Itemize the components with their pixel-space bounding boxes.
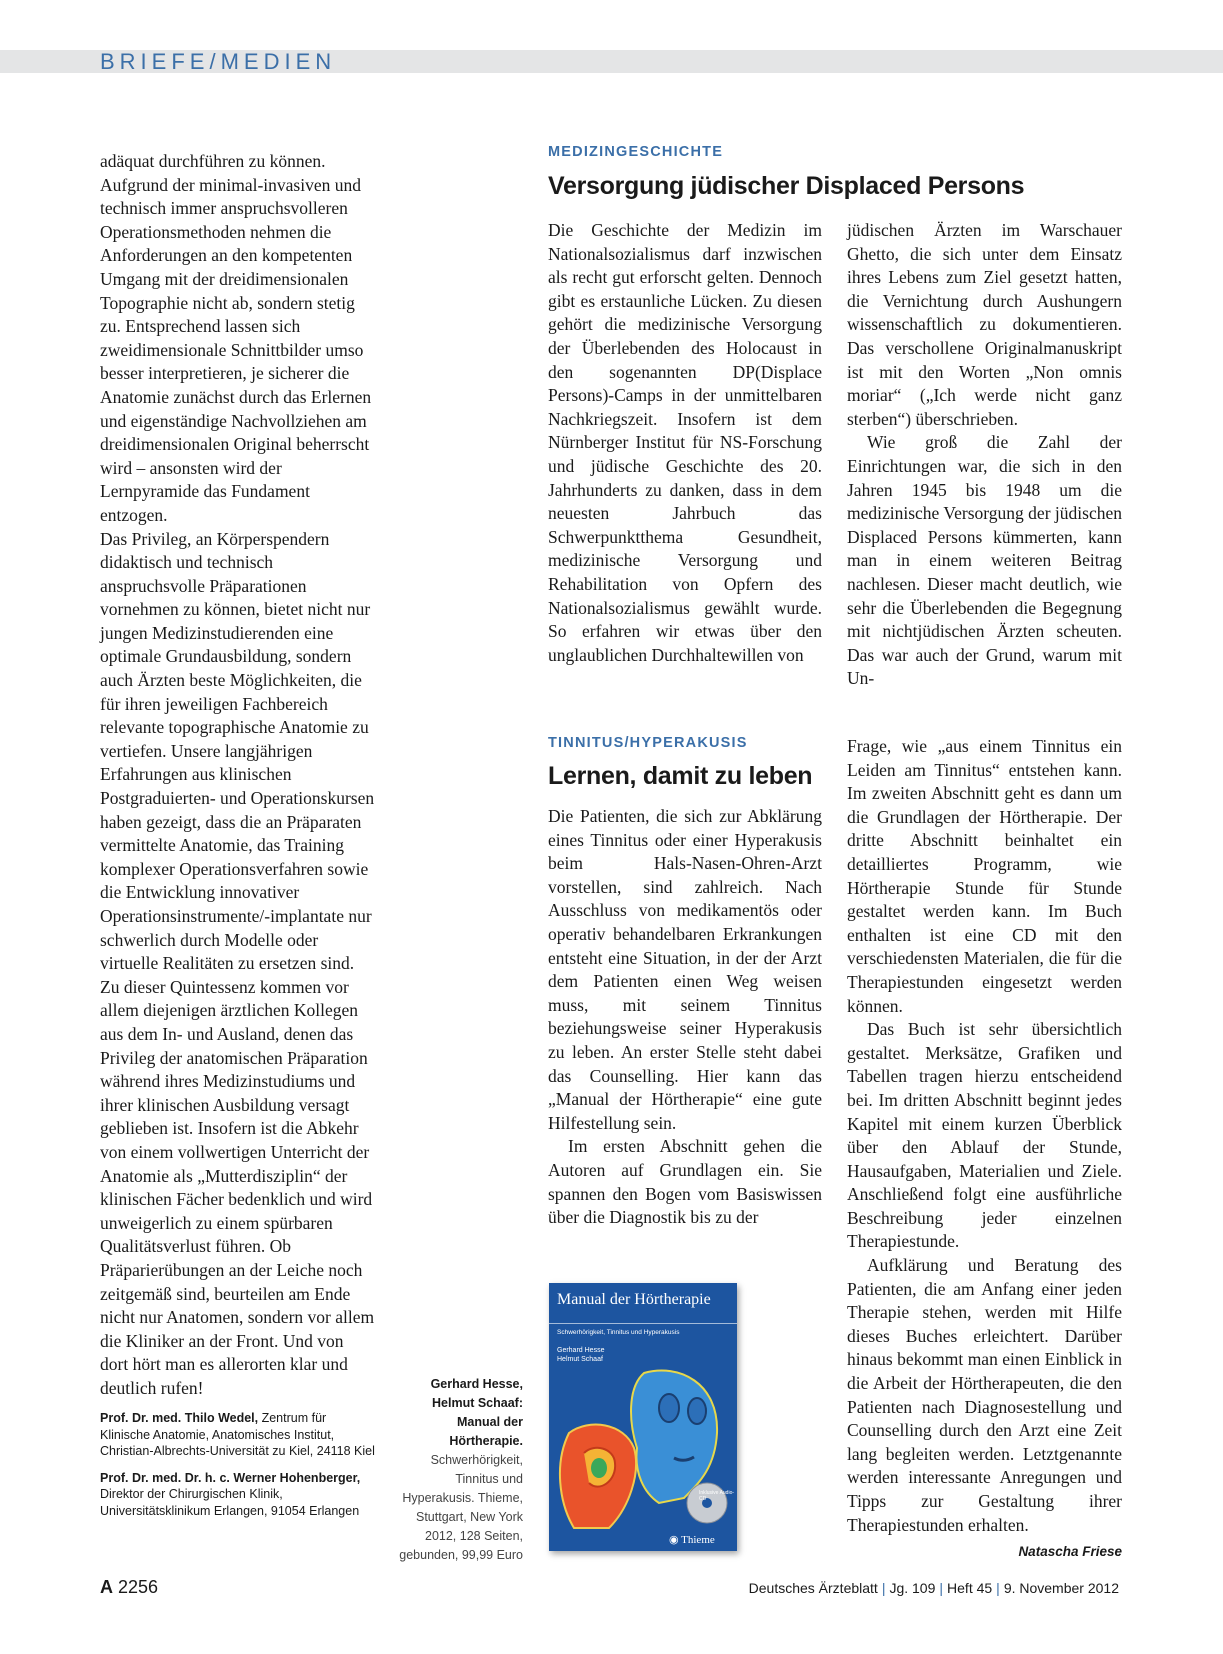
article2-kicker: TINNITUS/HYPERAKUSIS xyxy=(548,735,748,751)
article2-column-2 xyxy=(847,735,1122,1564)
book-cover-title: Manual der Hörtherapie xyxy=(557,1291,711,1308)
article1-column-1 xyxy=(548,219,822,667)
caption-details: Schwerhörigkeit, Tinnitus und Hyperakusis. Thieme, Stuttgart, New York 2012, 128 Seiten, gebunden, 99,99 Euro xyxy=(399,1453,523,1562)
book-cover-divider xyxy=(549,1323,737,1324)
book-cover-authors xyxy=(557,1346,604,1364)
article-paragraph-text: Aufklärung und Beratung des Patienten, die am Anfang einer jeden Therapie stehen, werden mit Hilfe dieses Buches erleichtert. Darüber hinaus bekommt man einen Einblick in die Arbeit der Hörtherapeuten, die den Patienten nach Diagnosestellung und Counselling durch den Arzt eine Zeit lang begleiten werden. Letztgenannte werden interessante Anregungen und Tipps zur Gestaltung ihrer Therapiestunden erhalten. xyxy=(847,1255,1122,1535)
letter-paragraph: adäquat durchführen zu können. Aufgrund der minimal-invasiven und technisch immer anspruchsvolleren Operationsmethoden nehmen die Anforderungen an den kompetenten Umgang mit der dreidimensionalen Topographie nicht ab, sondern stetig zu. Entsprechend lassen sich zweidimensionale Schnittbilder umso besser interpretieren, je sicherer die Anatomie zunächst durch das Erlernen und eigenständige Nachvollziehen am dreidimensionalen Original beherrscht wird – ansonsten wird der Lernpyramide das Fundament entzogen. xyxy=(100,151,372,525)
footer-journal: Deutsches Ärzteblatt xyxy=(748,1580,878,1596)
book-cover-image xyxy=(549,1283,737,1551)
author-affiliation: Zentrum für Klinische Anatomie, Anatomisches Institut, Christian-Albrechts-Universität zu Kiel, 24118 Kiel xyxy=(100,1411,375,1459)
article2-title: Lernen, damit zu leben xyxy=(548,762,813,790)
book-cover-author: Gerhard Hesse xyxy=(557,1347,605,1354)
page-number xyxy=(100,1577,158,1598)
book-caption xyxy=(395,1375,523,1565)
article-paragraph: Im ersten Abschnitt gehen die Autoren auf Grundlagen ein. Sie spannen den Bogen vom Basiswissen über die Diagnostik bis zu der xyxy=(548,1136,822,1228)
article1-title: Versorgung jüdischer Displaced Persons xyxy=(548,172,1025,200)
publisher-name: Thieme xyxy=(681,1534,715,1546)
book-cover-head-illustration xyxy=(549,1363,737,1533)
author-name: Prof. Dr. med. Thilo Wedel, xyxy=(100,1411,259,1426)
book-cover-author: Helmut Schaaf xyxy=(557,1356,603,1363)
section-label: BRIEFE/MEDIEN xyxy=(100,49,337,74)
footer-separator: | xyxy=(939,1580,944,1596)
letter-paragraph: Das Privileg, an Körperspendern didaktisch und technisch anspruchsvolle Präparationen vornehmen zu können, bietet nicht nur jungen Medizinstudierenden eine optimale Grundausbildung, sondern auch Ärzten beste Möglichkeiten, die für ihren jeweiligen Fachbereich relevante topographische Anatomie zu vertiefen. Unsere langjährigen Erfahrungen aus klinischen Postgraduierten- und Operationskursen haben gezeigt, dass die an Präparaten vermittelte Anatomie, das Training komplexer Operationsverfahren sowie die Entwicklung innovativer Operationsinstrumente/-implantate nur schwerlich durch Modelle oder virtuelle Realitäten zu ersetzen sind. Zu dieser Quintessenz kommen vor allem diejenigen ärztlichen Kollegen aus dem In- und Ausland, denen das Privileg der anatomischen Präparation während ihres Medizinstudiums und ihrer klinischen Ausbildung versagt geblieben ist. Insofern ist die Abkehr von einem vollwertigen Unterricht der Anatomie als „Mutterdisziplin“ der klinischen Fächer bedenklich und wird unweigerlich zu einem spürbaren Qualitätsverlust führen. Ob Präparierübungen an der Leiche noch zeitgemäß sind, beurteilen am Ende nicht nur Anatomen, sondern vor allem die Kliniker an der Front. Und von dort hört man es allerorten klar und deutlich rufen! xyxy=(100,528,375,1398)
book-cover-cd-badge: Inklusive Audio-CD xyxy=(699,1490,735,1502)
footer-volume: Jg. 109 xyxy=(889,1580,936,1596)
page-prefix: A xyxy=(100,1577,113,1597)
article-paragraph xyxy=(847,1254,1122,1560)
letter-author-1 xyxy=(100,1410,376,1460)
footer-journal-info xyxy=(749,1580,1119,1596)
book-cover-subtitle: Schwerhörigkeit, Tinnitus und Hyperakusis xyxy=(557,1329,680,1336)
article-signature: Natascha Friese xyxy=(1018,1544,1122,1560)
author-affiliation: Direktor der Chirurgischen Klinik, Universitätsklinikum Erlangen, 91054 Erlangen xyxy=(100,1487,360,1518)
article-paragraph: Die Geschichte der Medizin im Nationalsozialismus darf inzwischen als recht gut erforscht gelten. Dennoch gibt es erstaunliche Lücken. Zu diesen gehört die medizinische Versorgung der Überlebenden des Holocaust in den sogenannten DP(Displace Persons)-Camps in der unmittelbaren Nachkriegszeit. Insofern ist dem Nürnberger Institut für NS-Forschung und jüdische Geschichte des 20. Jahrhunderts zu danken, dass in dem neuesten Jahrbuch das Schwerpunktthema Gesundheit, medizinische Versorgung und Rehabilitation von Opfern des Nationalsozialismus gewählt wurde. So erfahren wir etwas über den unglaublichen Durchhaltewillen von xyxy=(548,220,822,665)
article1-kicker: MEDIZINGESCHICHTE xyxy=(548,144,724,160)
article1-column-2 xyxy=(847,219,1122,691)
footer-separator: | xyxy=(996,1580,1000,1596)
letter-author-2 xyxy=(100,1470,376,1520)
article2-column-1 xyxy=(548,805,822,1230)
publisher-logo-icon: ◉ xyxy=(669,1534,682,1546)
book-cover-publisher xyxy=(669,1533,715,1546)
caption-title: Gerhard Hesse, Helmut Schaaf: Manual der Hörtherapie. xyxy=(430,1377,523,1448)
article-paragraph: Wie groß die Zahl der Einrichtungen war, die sich in den Jahren 1945 bis 1948 um die medizinische Versorgung der jüdischen Displaced Persons kümmerten, kann man in einem weiteren Beitrag nachlesen. Dieser macht deutlich, wie sehr die Überlebenden die Begegnung mit nichtjüdischen Ärzten scheuten. Das war auch der Grund, warum mit Un- xyxy=(847,432,1122,689)
article-paragraph: Frage, wie „aus einem Tinnitus ein Leiden am Tinnitus“ entstehen kann. Im zweiten Abschnitt geht es dann um die Grundlagen der Hörtherapie. Der dritte Abschnitt beinhaltet ein detailliertes Programm, wie Hörtherapie Stunde für Stunde gestaltet werden kann. Im Buch enthalten ist eine CD mit den verschiedensten Materialen, die für die Therapiestunden eingesetzt werden können. xyxy=(847,736,1122,1016)
letter-column xyxy=(100,150,376,1519)
author-name: Prof. Dr. med. Dr. h. c. Werner Hohenberger, xyxy=(100,1470,361,1485)
footer-separator: | xyxy=(881,1580,886,1596)
page-number-value: 2256 xyxy=(118,1577,159,1597)
article-paragraph: Das Buch ist sehr übersichtlich gestaltet. Merksätze, Grafiken und Tabellen tragen hierzu entscheidend bei. Im dritten Abschnitt beginnt jedes Kapitel mit einem kurzen Überblick über den Ablauf der Stunde, Hausaufgaben, Materialien und Ziele. Anschließend folgt eine ausführliche Beschreibung jeder einzelnen Therapiestunde. xyxy=(847,1019,1122,1252)
footer-issue: Heft 45 xyxy=(947,1580,993,1596)
footer-date: 9. November 2012 xyxy=(1003,1580,1119,1596)
article-paragraph: Die Patienten, die sich zur Abklärung eines Tinnitus oder einer Hyperakusis beim Hals-Nasen-Ohren-Arzt vorstellen, sind zahlreich. Nach Ausschluss von medikamentös oder operativ behandelbaren Erkrankungen entsteht eine Situation, in der der Arzt dem Patienten einen Weg weisen muss, mit seinem Tinnitus beziehungsweise seiner Hyperakusis zu leben. An erster Stelle steht dabei das Counselling. Hier kann das „Manual der Hörtherapie“ eine gute Hilfestellung sein. xyxy=(548,806,822,1133)
article-paragraph: jüdischen Ärzten im Warschauer Ghetto, die sich unter dem Einsatz ihres Lebens zum Ziel gesetzt hatten, die Vernichtung durch Aushungern wissenschaftlich zu dokumentieren. Das verschollene Originalmanuskript ist mit den Worten „Non omnis moriar“ („Ich werde nicht ganz sterben“) überschrieben. xyxy=(847,220,1122,429)
